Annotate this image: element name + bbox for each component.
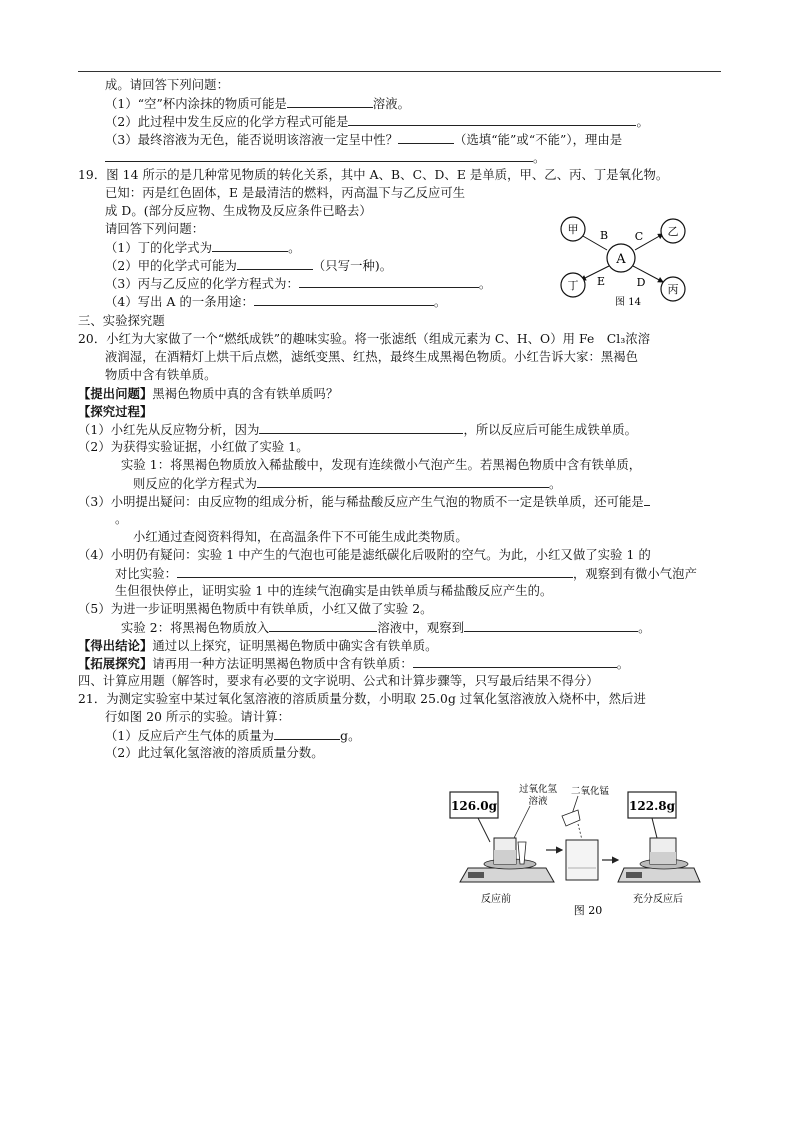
q20-step4-cont: 生但很快停止，证明实验 1 中的连续气泡确实是由铁单质与稀盐酸反应产生的。	[115, 584, 553, 598]
label-before: 反应前	[481, 894, 511, 905]
answer-blank[interactable]	[237, 257, 313, 270]
q20-step4: （4）小明仍有疑问：实验 1 中产生的气泡也可能是滤纸碳化后吸附的空气。为此，小红又做了实验 1 的	[78, 548, 651, 562]
node-yi-label: 乙	[667, 225, 679, 238]
answer-blank[interactable]	[254, 293, 434, 306]
q20-step3: （3）小明提出疑问：由反应物的组成分析，能与稀盐酸反应产生气泡的物质不一定是铁单质，还可能是	[78, 493, 650, 511]
q19-stem: 19．图 14 所示的是几种常见物质的转化关系，其中 A、B、C、D、E 是单质，甲、乙、丙、丁是氧化物。	[78, 168, 669, 182]
q18-part2: （2）此过程中发生反应的化学方程式可能是 。	[105, 115, 649, 129]
figure-20-experiment	[438, 780, 706, 920]
q19-part2: （2）甲的化学式可能为 （只写一种)。	[105, 259, 393, 273]
label-solution: 溶液	[528, 796, 548, 807]
section-4-heading: 四、计算应用题（解答时，要求有必要的文字说明、公式和计算步骤等，只写最后结果不得分）	[78, 674, 599, 688]
q20-step2: （2）为获得实验证据，小红做了实验 1。	[78, 440, 309, 454]
q19-prompt: 请回答下列问题：	[105, 222, 205, 236]
answer-blank[interactable]	[259, 421, 463, 434]
answer-blank[interactable]	[299, 275, 479, 288]
q20-step1: （1）小红先从反应物分析，因为 ，所以反应后可能生成铁单质。	[78, 423, 638, 437]
q20-step3-end: 。	[115, 512, 128, 526]
q19-part4: （4）写出 A 的一条用途： 。	[105, 295, 447, 309]
q18-part3: （3）最终溶液为无色，能否说明该溶液一定呈中性？ （选填“能”或“不能”），理由是	[105, 133, 623, 147]
q20-step5: （5）为进一步证明黑褐色物质中有铁单质，小红又做了实验 2。	[78, 602, 433, 616]
answer-blank[interactable]	[348, 113, 636, 126]
node-bing-label: 丙	[667, 283, 679, 296]
q20-stem-cont1: 液润湿，在酒精灯上烘干后点燃，滤纸变黑、红热，最终生成黑褐色物质。小红告诉大家：黑褐色	[105, 350, 639, 364]
q20-stem: 20．小红为大家做了一个“燃纸成铁”的趣味实验。将一张滤纸（组成元素为 C、H、O）用 Fe Cl₃浓溶	[78, 332, 651, 346]
answer-blank[interactable]	[257, 475, 549, 488]
q21-part1: （1）反应后产生气体的质量为 g。	[105, 729, 361, 743]
node-a-label: A	[616, 252, 626, 267]
header-rule	[78, 71, 721, 72]
q20-experiment1-eq: 则反应的化学方程式为 。	[133, 477, 562, 491]
figure-20-caption: 图 20	[573, 904, 603, 917]
answer-blank[interactable]	[269, 619, 377, 632]
answer-blank[interactable]	[287, 95, 373, 108]
q20-extension: 【拓展探究】请再用一种方法证明黑褐色物质中含有铁单质： 。	[78, 656, 630, 671]
node-jia-label: 甲	[567, 223, 579, 236]
mass-after: 122.8g	[629, 799, 675, 813]
answer-blank[interactable]	[464, 619, 638, 632]
answer-blank[interactable]	[212, 239, 288, 252]
q21-stem-cont: 行如图 20 所示的实验。请计算：	[105, 710, 291, 724]
q20-experiment1: 实验 1：将黑褐色物质放入稀盐酸中，发现有连续微小气泡产生。若黑褐色物质中含有铁单质，	[121, 458, 642, 472]
answer-blank[interactable]	[274, 727, 340, 740]
q19-known-cont: 成 D。(部分反应物、生成物及反应条件已略去）	[105, 204, 372, 218]
answer-blank[interactable]	[398, 131, 454, 144]
answer-blank[interactable]	[177, 565, 573, 578]
q20-step3-note: 小红通过查阅资料得知，在高温条件下不可能生成此类物质。	[133, 530, 468, 544]
q18-intro: 成。请回答下列问题：	[105, 78, 229, 92]
label-mno2: 二氧化锰	[570, 786, 610, 797]
mass-before: 126.0g	[451, 799, 497, 813]
label-h2o2: 过氧化氢	[518, 784, 558, 795]
q19-known: 已知：丙是红色固体，E 是最清洁的燃料，丙高温下与乙反应可生	[105, 186, 466, 200]
q20-step4-contrast: 对比实验： ，观察到有微小气泡产	[115, 567, 697, 581]
q18-part1: （1）“空”杯内涂抹的物质可能是 溶液。	[105, 97, 411, 111]
edge-e-label: E	[596, 275, 606, 288]
beaker-middle	[566, 840, 598, 880]
q21-part2: （2）此过氧化氢溶液的溶质质量分数。	[105, 746, 324, 760]
node-ding-label: 丁	[567, 279, 579, 292]
q20-experiment2: 实验 2：将黑褐色物质放入 溶液中，观察到 。	[121, 621, 651, 635]
label-after: 充分反应后	[633, 894, 683, 905]
section-3-heading: 三、实验探究题	[78, 314, 165, 328]
q20-conclusion: 【得出结论】通过以上探究，证明黑褐色物质中确实含有铁单质。	[78, 638, 438, 653]
q20-process-heading: 【探究过程】	[78, 404, 153, 419]
q21-stem: 21．为测定实验室中某过氧化氢溶液的溶质质量分数，小明取 25.0g 过氧化氢溶液放入烧杯中，然后进	[78, 692, 646, 706]
q18-part3-reason: 。	[105, 149, 545, 167]
answer-blank[interactable]	[105, 149, 533, 162]
q20-stem-cont2: 物质中含有铁单质。	[105, 368, 217, 382]
answer-blank[interactable]	[413, 655, 617, 668]
figure-14-caption: 图 14	[615, 297, 641, 306]
edge-c-label: C	[634, 230, 644, 243]
figure-14-diagram	[553, 210, 693, 306]
q20-question: 【提出问题】黑褐色物质中真的含有铁单质吗？	[78, 386, 339, 401]
q19-part3: （3）丙与乙反应的化学方程式为： 。	[105, 277, 492, 291]
q19-part1: （1）丁的化学式为 。	[105, 241, 301, 255]
answer-blank[interactable]	[644, 493, 650, 506]
edge-b-label: B	[599, 229, 609, 242]
edge-d-label: D	[636, 276, 646, 289]
